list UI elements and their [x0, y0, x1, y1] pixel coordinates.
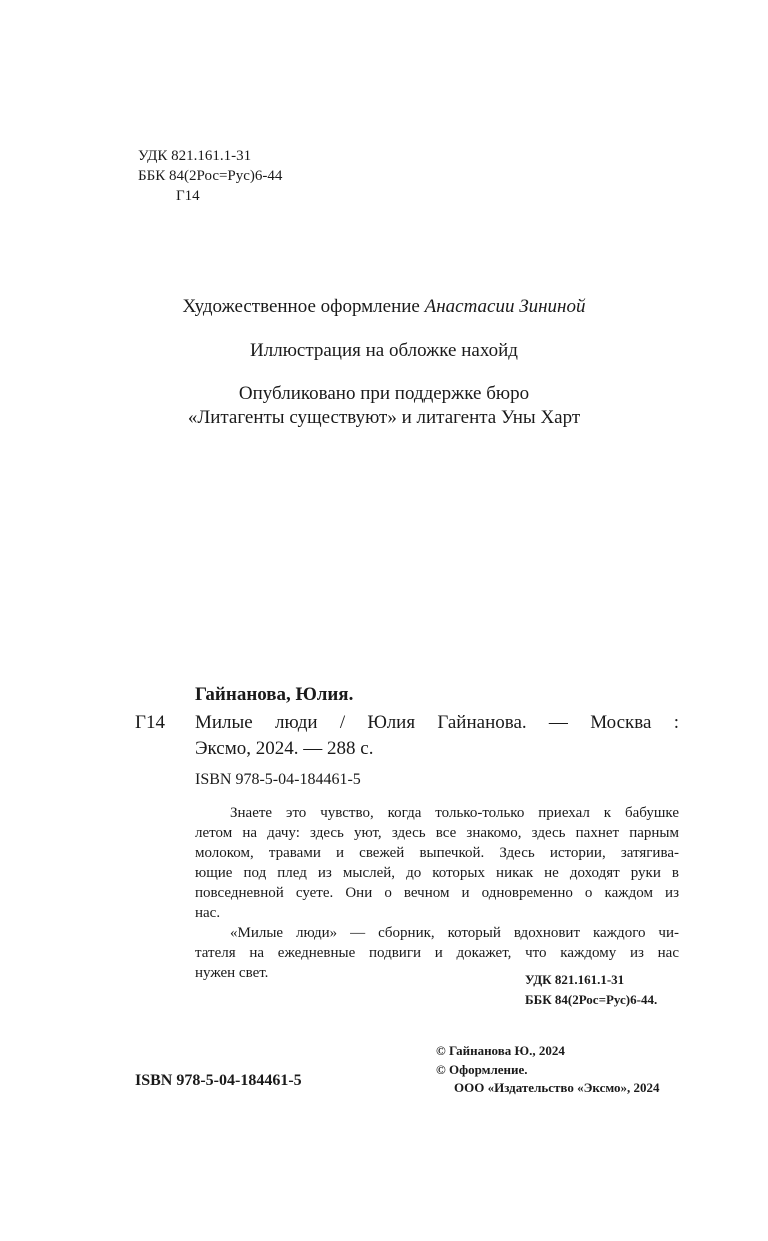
- annotation-line: Знаете это чувство, когда только-только приехал к бабушке: [230, 805, 679, 821]
- published-support-line-1: Опубликовано при поддержке бюро: [238, 383, 530, 404]
- annotation-line: молоком, травами и свежей выпечкой. Здесь истории, затягива-: [195, 845, 679, 861]
- art-design-credit: [0, 296, 768, 318]
- catalog-isbn: ISBN 978-5-04-184461-5: [195, 771, 361, 788]
- catalog-sign: Г14: [135, 712, 165, 733]
- annotation-line: летом на дачу: здесь уют, здесь все знакомо, здесь пахнет парным: [195, 825, 679, 841]
- catalog-title-line-2: Эксмо, 2024. — 288 с.: [195, 738, 374, 759]
- annotation-line: повседневной суете. Они о вечном и одновременно о каждом из: [195, 885, 679, 901]
- catalog-title-line-1: Милые люди / Юлия Гайнанова. — Москва :: [195, 712, 679, 733]
- copyright-design: © Оформление.: [436, 1062, 528, 1077]
- annotation-line: нужен свет.: [195, 965, 269, 981]
- footer-isbn: ISBN 978-5-04-184461-5: [135, 1072, 302, 1089]
- udk-code: УДК 821.161.1-31: [138, 148, 252, 164]
- author-sign: Г14: [176, 188, 200, 204]
- copyright-publisher: ООО «Издательство «Эксмо», 2024: [454, 1080, 660, 1095]
- copyright-author: © Гайнанова Ю., 2024: [436, 1043, 565, 1058]
- published-support-line-2: «Литагенты существуют» и литагента Уны Харт: [187, 407, 581, 428]
- art-designer-name: Анастасии Зининой: [424, 296, 586, 317]
- catalog-bbk: ББК 84(2Рос=Рус)6-44.: [525, 992, 658, 1007]
- bbk-code: ББК 84(2Рос=Рус)6-44: [138, 168, 283, 184]
- annotation-line: ющие под плед из мыслей, до которых никак не доходят руки в: [195, 865, 679, 881]
- annotation-line: «Милые люди» — сборник, который вдохновит каждого чи-: [230, 925, 679, 941]
- catalog-udk: УДК 821.161.1-31: [525, 972, 625, 987]
- art-design-prefix: Художественное оформление: [182, 296, 425, 317]
- catalog-author: Гайнанова, Юлия.: [195, 684, 354, 705]
- annotation-line: тателя на ежедневные подвиги и докажет, что каждому из нас: [195, 945, 679, 961]
- cover-illustration-credit: Иллюстрация на обложке нахойд: [250, 340, 518, 361]
- annotation-line: нас.: [195, 905, 221, 921]
- annotation: [195, 803, 679, 983]
